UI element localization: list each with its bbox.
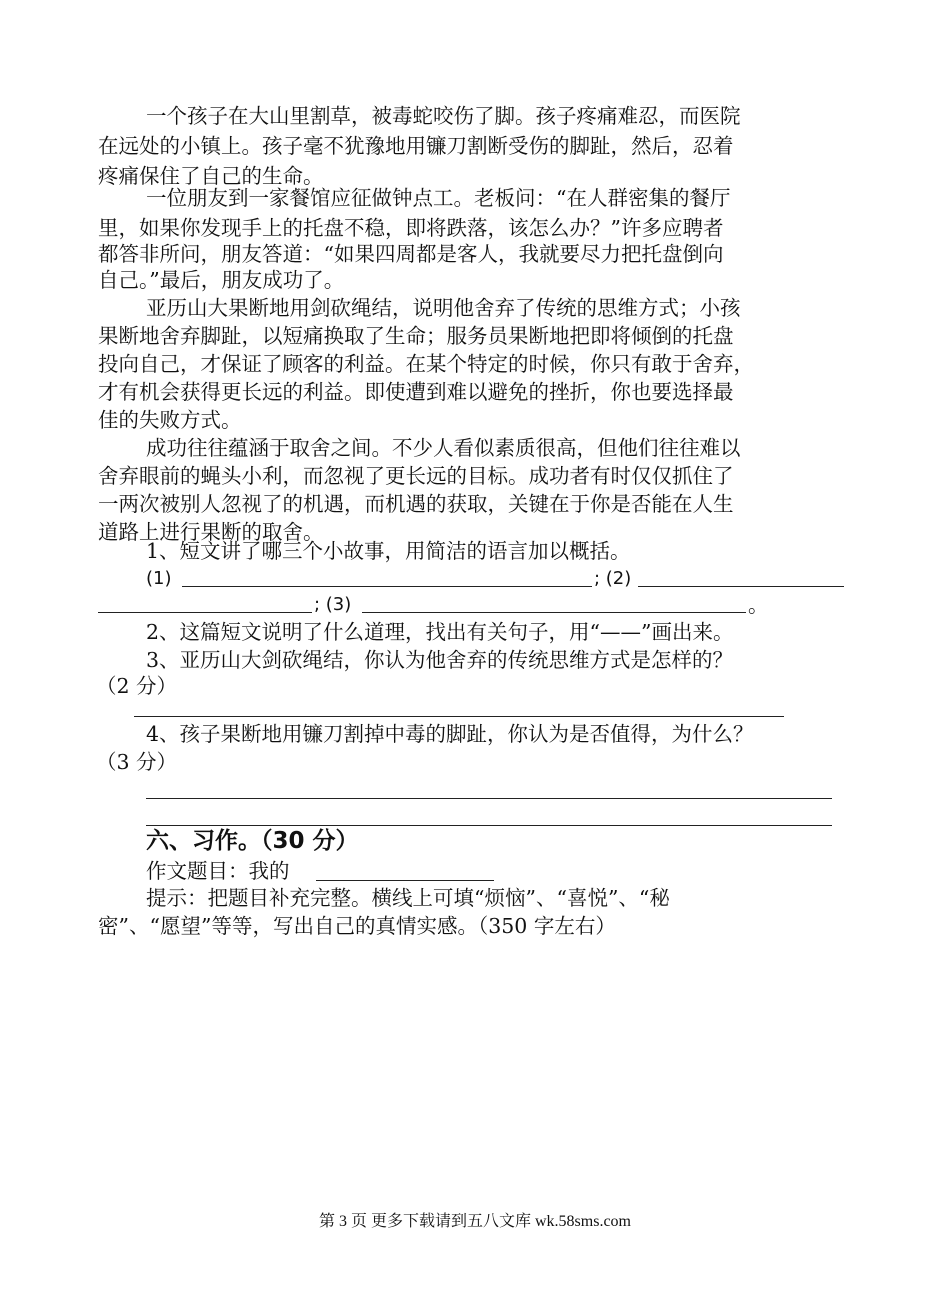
- answer-q4-line-1[interactable]: [146, 798, 832, 799]
- passage-line: 才有机会获得更长远的利益。即使遭到难以避免的挫折，你也要选择最: [98, 380, 734, 404]
- question-3: 3、亚历山大剑砍绳结，你认为他舍弃的传统思维方式是怎样的？: [146, 648, 734, 672]
- passage-line: 在远处的小镇上。孩子毫不犹豫地用镰刀割断受伤的脚趾，然后，忍着: [98, 134, 734, 158]
- passage-line: 舍弃眼前的蝇头小利，而忽视了更长远的目标。成功者有时仅仅抓住了: [98, 464, 734, 488]
- question-2: 2、这篇短文说明了什么道理，找出有关句子，用“——”画出来。: [146, 620, 734, 644]
- question-4-score: （3 分）: [96, 750, 178, 774]
- answer-3-blank[interactable]: [362, 612, 746, 613]
- passage-line: 亚历山大果断地用剑砍绳结，说明他舍弃了传统的思维方式；小孩: [146, 296, 741, 320]
- answer-1-blank[interactable]: [182, 586, 592, 587]
- answer-2-label: ; (2): [594, 568, 632, 589]
- question-1: 1、短文讲了哪三个小故事，用简洁的语言加以概括。: [146, 539, 631, 563]
- answer-2-blank[interactable]: [638, 586, 844, 587]
- section-6-title: 六、习作。（30 分）: [146, 828, 359, 854]
- passage-line: 里，如果你发现手上的托盘不稳，即将跌落，该怎么办？”许多应聘者: [98, 216, 724, 240]
- passage-line: 都答非所问，朋友答道：“如果四周都是客人，我就要尽力把托盘倒向: [98, 242, 724, 266]
- passage-line: 投向自己，才保证了顾客的利益。在某个特定的时候，你只有敢于舍弃，: [98, 352, 754, 376]
- essay-hint-line-1: 提示：把题目补充完整。横线上可填“烦恼”、“喜悦”、“秘: [146, 886, 670, 910]
- passage-line: 一个孩子在大山里割草，被毒蛇咬伤了脚。孩子疼痛难忍，而医院: [146, 104, 741, 128]
- answer-3-label: ; (3): [314, 594, 352, 615]
- essay-topic-blank[interactable]: [316, 880, 494, 881]
- page-footer: 第 3 页 更多下载请到五八文库 wk.58sms.com: [318, 1213, 631, 1230]
- passage-line: 疼痛保住了自己的生命。: [98, 164, 324, 188]
- passage-line: 一两次被别人忽视了的机遇，而机遇的获取，关键在于你是否能在人生: [98, 492, 734, 516]
- passage-line: 一位朋友到一家餐馆应征做钟点工。老板问：“在人群密集的餐厅: [146, 186, 731, 210]
- essay-topic: 作文题目：我的: [146, 859, 290, 883]
- essay-hint-line-2: 密”、“愿望”等等，写出自己的真情实感。（350 字左右）: [98, 914, 616, 938]
- question-4: 4、孩子果断地用镰刀割掉中毒的脚趾，你认为是否值得，为什么？: [146, 722, 754, 746]
- passage-line: 佳的失败方式。: [98, 408, 242, 432]
- passage-line: 自己。”最后，朋友成功了。: [98, 268, 345, 292]
- passage-line: 成功往往蕴涵于取舍之间。不少人看似素质很高，但他们往往难以: [146, 436, 741, 460]
- answer-2-blank-cont[interactable]: [98, 612, 312, 613]
- passage-line: 果断地舍弃脚趾，以短痛换取了生命；服务员果断地把即将倾倒的托盘: [98, 324, 734, 348]
- answer-q3-line[interactable]: [134, 716, 784, 717]
- answer-3-end: 。: [748, 593, 769, 617]
- passage-line: 道路上进行果断的取舍。: [98, 520, 324, 544]
- question-3-score: （2 分）: [96, 674, 178, 698]
- answer-1-label: (1): [146, 568, 172, 589]
